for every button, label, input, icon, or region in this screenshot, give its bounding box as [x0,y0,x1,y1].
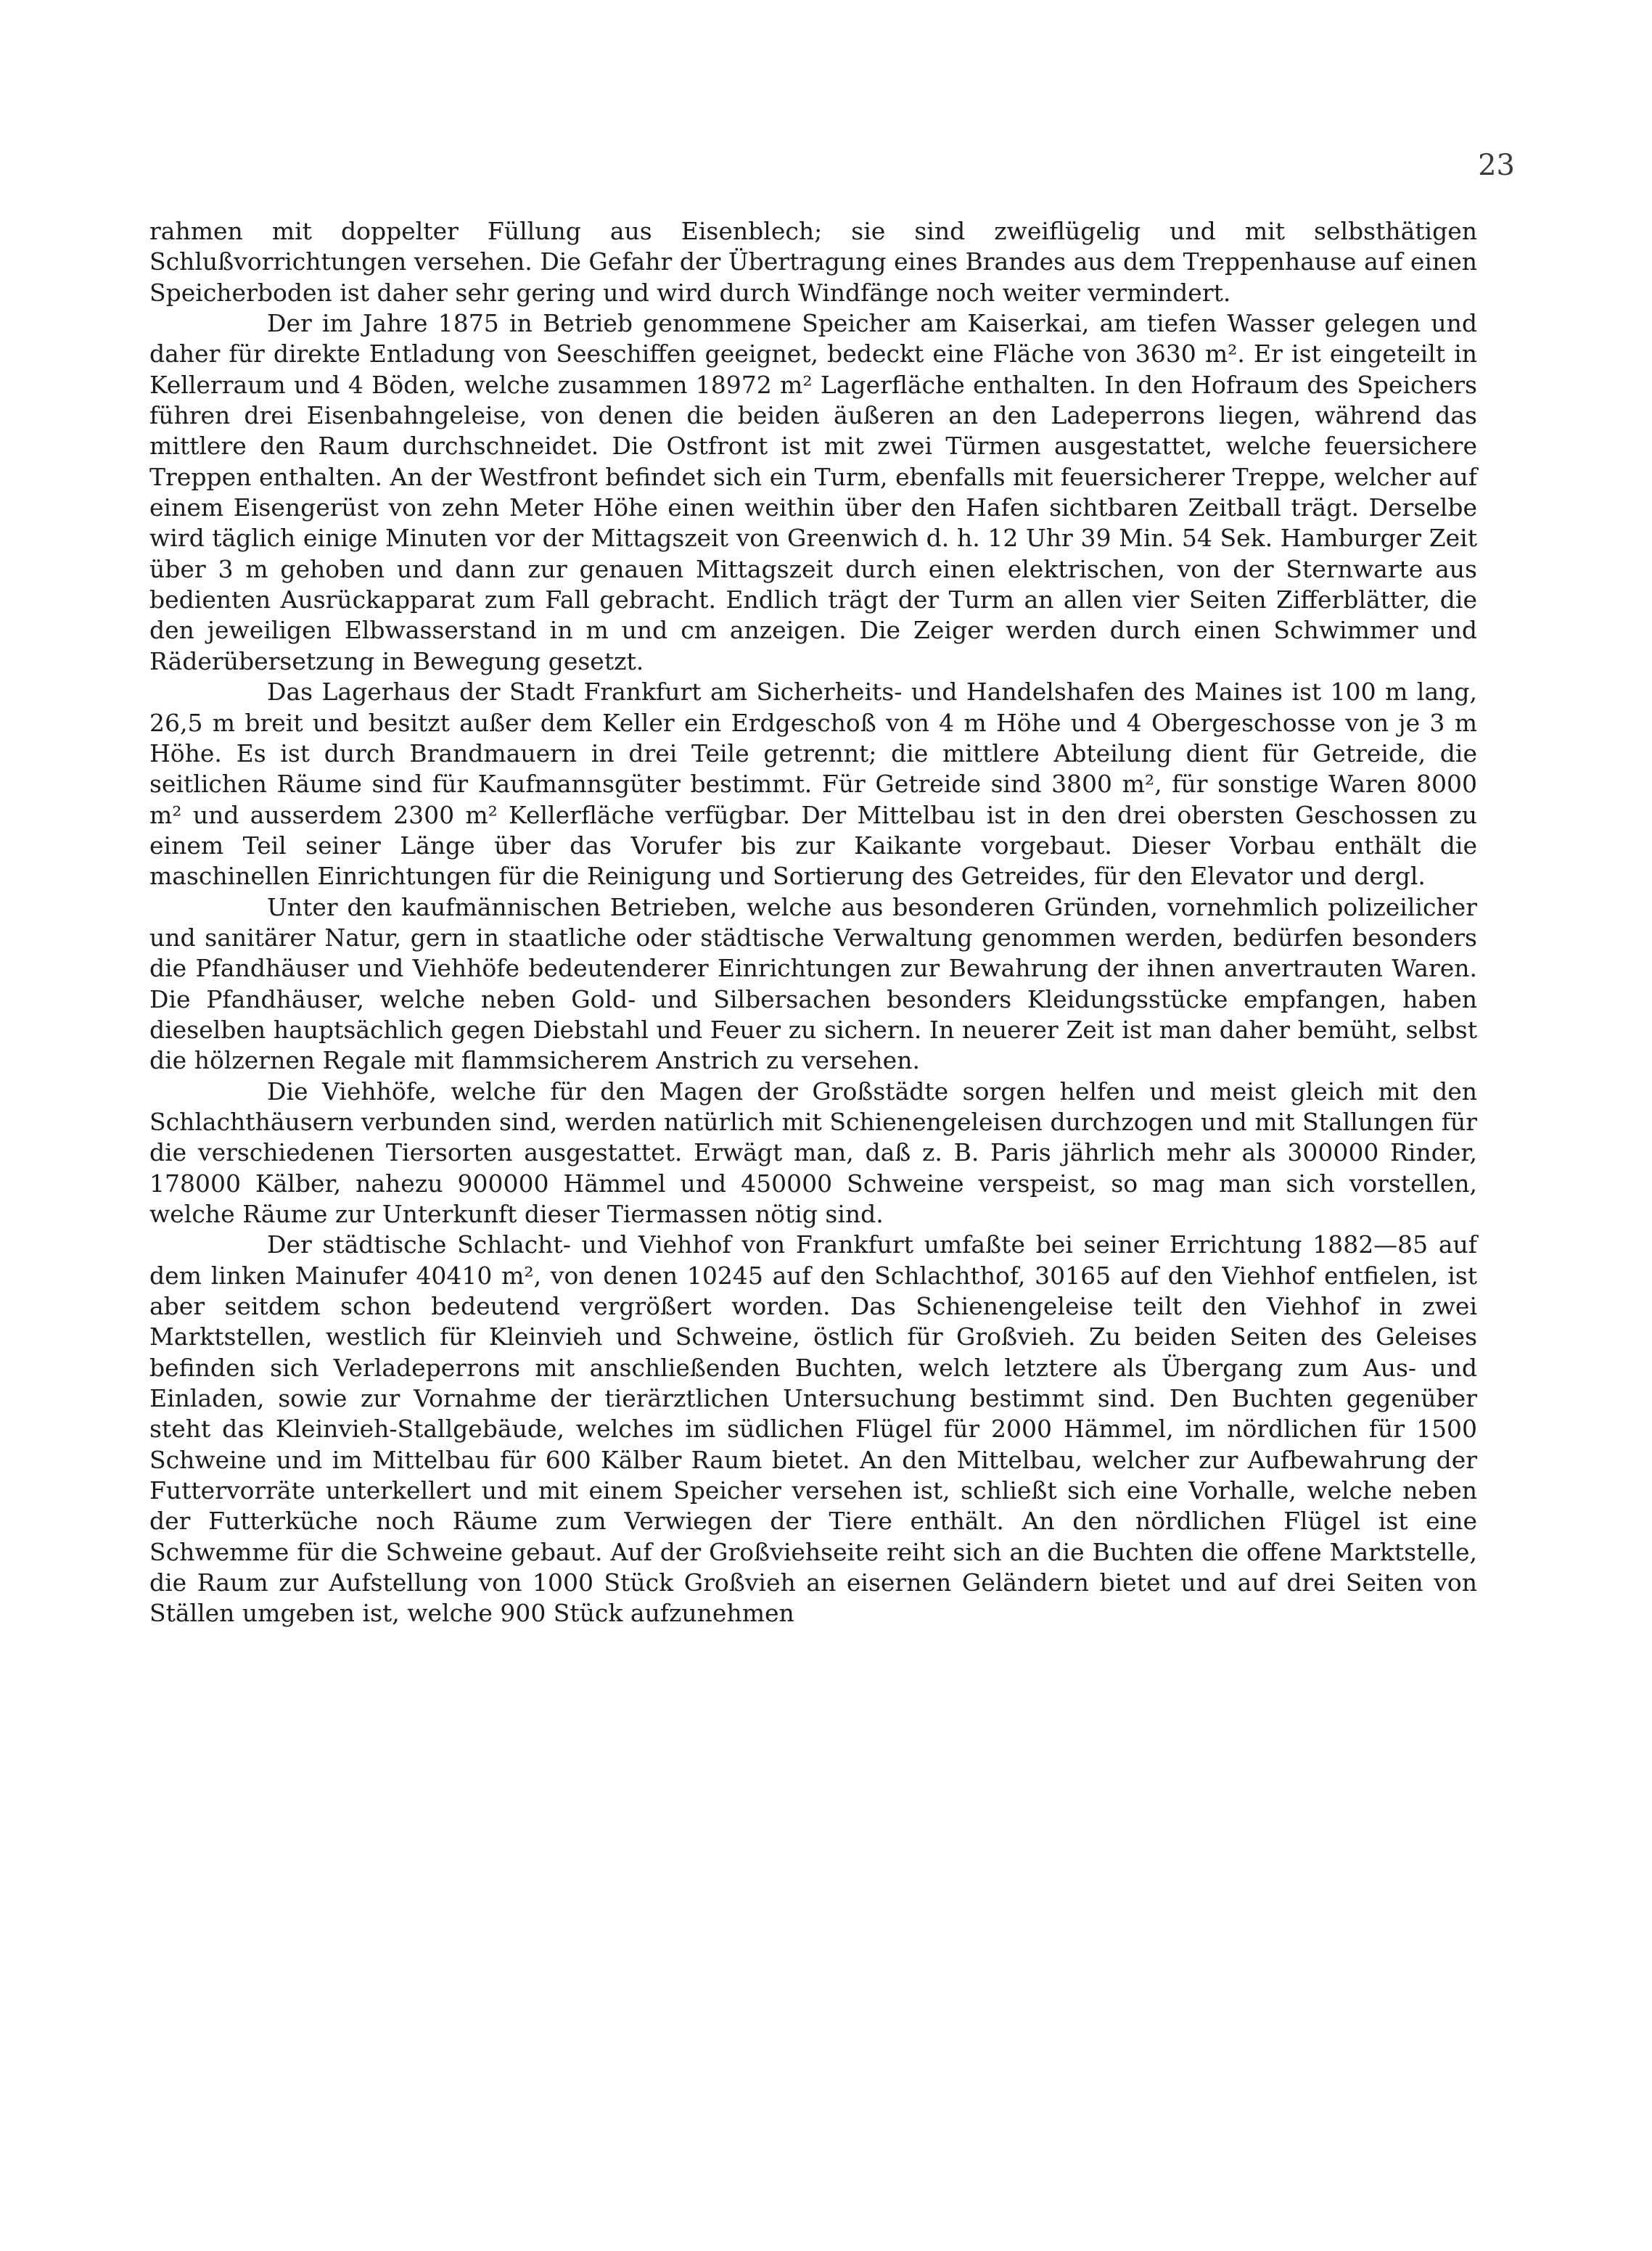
paragraph-5: Die Viehhöfe, welche für den Magen der Großstädte sorgen helfen und meist gleich mit den Schlachthäusern verbunden sind, werden natürlich mit Schienengeleisen durchzogen und mit Stallungen für die verschiedenen Tiersorten ausgestattet. Erwägt man, daß z. B. Paris jährlich mehr als 300000 Rinder, 178000 Kälber, nahezu 900000 Hämmel und 450000 Schweine verspeist, so mag man sich vorstellen, welche Räume zur Unterkunft dieser Tiermassen nötig sind. [149,1077,1477,1228]
paragraph-2: Der im Jahre 1875 in Betrieb genommene Speicher am Kaiserkai, am tiefen Wasser gelegen und daher für direkte Entladung von Seeschiffen geeignet, bedeckt eine Fläche von 3630 m². Er ist eingeteilt in Kellerraum und 4 Böden, welche zusammen 18972 m² Lagerfläche enthalten. In den Hofraum des Speichers führen drei Eisenbahngeleise, von denen die beiden äußeren an den Ladeperrons liegen, während das mittlere den Raum durchschneidet. Die Ostfront ist mit zwei Türmen ausgestattet, welche feuersichere Treppen enthalten. An der Westfront befindet sich ein Turm, ebenfalls mit feuersicherer Treppe, welcher auf einem Eisengerüst von zehn Meter Höhe einen weithin über den Hafen sichtbaren Zeitball trägt. Derselbe wird täglich einige Minuten vor der Mittagszeit von Greenwich d. h. 12 Uhr 39 Min. 54 Sek. Hamburger Zeit über 3 m gehoben und dann zur genauen Mittagszeit durch einen elektrischen, von der Sternwarte aus bedienten Ausrückapparat zum Fall gebracht. Endlich trägt der Turm an allen vier Seiten Zifferblätter, die den jeweiligen Elbwasserstand in m und cm anzeigen. Die Zeiger werden durch einen Schwimmer und Räderübersetzung in Bewegung gesetzt. [149,309,1477,675]
page-number: 23 [1478,149,1515,182]
paragraph-6: Der städtische Schlacht- und Viehhof von Frankfurt umfaßte bei seiner Errichtung 1882—85 auf dem linken Mainufer 40410 m², von denen 10245 auf den Schlachthof, 30165 auf den Viehhof entfielen, ist aber seitdem schon bedeutend vergrößert worden. Das Schienengeleise teilt den Viehhof in zwei Marktstellen, westlich für Kleinvieh und Schweine, östlich für Großvieh. Zu beiden Seiten des Geleises befinden sich Verladeperrons mit anschließenden Buchten, welch letztere als Übergang zum Aus- und Einladen, sowie zur Vornahme der tierärztlichen Untersuchung bestimmt sind. Den Buchten gegenüber steht das Kleinvieh-Stallgebäude, welches im südlichen Flügel für 2000 Hämmel, im nördlichen für 1500 Schweine und im Mittelbau für 600 Kälber Raum bietet. An den Mittelbau, welcher zur Aufbewahrung der Futtervorräte unterkellert und mit einem Speicher versehen ist, schließt sich eine Vorhalle, welche neben der Futterküche noch Räume zum Verwiegen der Tiere enthält. An den nördlichen Flügel ist eine Schwemme für die Schweine gebaut. Auf der Großviehseite reiht sich an die Buchten die offene Marktstelle, die Raum zur Aufstellung von 1000 Stück Großvieh an eisernen Geländern bietet und auf drei Seiten von Ställen umgeben ist, welche 900 Stück aufzunehmen [149,1230,1477,1628]
paragraph-4: Unter den kaufmännischen Betrieben, welche aus besonderen Gründen, vornehmlich polizeilicher und sanitärer Natur, gern in staatliche oder städtische Verwaltung genommen werden, bedürfen besonders die Pfandhäuser und Viehhöfe bedeutenderer Einrichtungen zur Bewahrung der ihnen anvertrauten Waren. Die Pfandhäuser, welche neben Gold- und Silbersachen besonders Kleidungsstücke empfangen, haben dieselben hauptsächlich gegen Diebstahl und Feuer zu sichern. In neuerer Zeit ist man daher bemüht, selbst die hölzernen Regale mit flammsicherem Anstrich zu versehen. [149,892,1477,1075]
paragraph-1: rahmen mit doppelter Füllung aus Eisenblech; sie sind zweiflügelig und mit selbsthätigen Schlußvorrichtungen versehen. Die Gefahr der Übertragung eines Brandes aus dem Treppenhause auf einen Speicherboden ist daher sehr gering und wird durch Windfänge noch weiter vermindert. [149,217,1477,307]
body-text [149,216,1477,1629]
paragraph-3: Das Lagerhaus der Stadt Frankfurt am Sicherheits- und Handelshafen des Maines ist 100 m lang, 26,5 m breit und besitzt außer dem Keller ein Erdgeschoß von 4 m Höhe und 4 Obergeschosse von je 3 m Höhe. Es ist durch Brandmauern in drei Teile getrennt; die mittlere Abteilung dient für Getreide, die seitlichen Räume sind für Kaufmannsgüter bestimmt. Für Getreide sind 3800 m², für sonstige Waren 8000 m² und ausserdem 2300 m² Kellerfläche verfügbar. Der Mittelbau ist in den drei obersten Geschossen zu einem Teil seiner Länge über das Vorufer bis zur Kaikante vorgebaut. Dieser Vorbau enthält die maschinellen Einrichtungen für die Reinigung und Sortierung des Getreides, für den Elevator und dergl. [149,678,1477,891]
